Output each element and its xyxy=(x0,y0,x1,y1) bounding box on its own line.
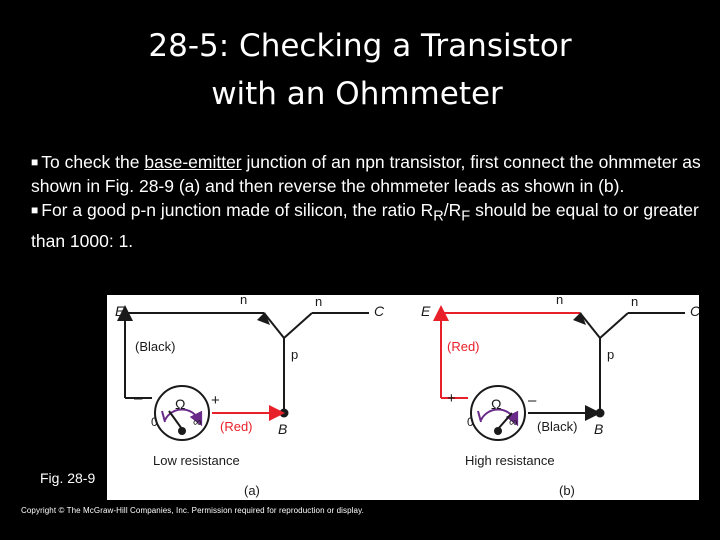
panel-a-infinity-label: ∞ xyxy=(193,415,202,429)
panel-b-zero-label: 0 xyxy=(467,415,474,429)
bullet-2-text-end: should be equal to or greater than 1000: 1. xyxy=(31,200,699,251)
panel-a-emitter-label: E xyxy=(115,303,125,319)
bullet-1-text-end: junction of an npn transistor, first connect the ohmmeter as shown in Fig. 28-9 (a) and then reverse the ohmmeter leads as shown in (b). xyxy=(31,152,701,196)
panel-b-n1-label: n xyxy=(556,292,564,307)
title-line-1: 28-5: Checking a Transistor xyxy=(148,28,572,64)
panel-b-collector-label: C xyxy=(690,303,701,319)
panel-b-emitter-label: E xyxy=(421,303,431,319)
panel-a-p-label: p xyxy=(291,347,299,362)
panel-b-p-label: p xyxy=(607,347,615,362)
bullet-1-underlined-term: base-emitter xyxy=(144,152,242,172)
emitter-leg xyxy=(264,313,284,338)
panel-a-n1-label: n xyxy=(240,292,248,307)
panel-b-sublabel: (b) xyxy=(559,483,575,498)
panel-a-caption: Low resistance xyxy=(153,453,240,468)
panel-a-minus-label: – xyxy=(134,390,143,407)
panel-b-plus-label: + xyxy=(447,390,456,407)
collector-leg xyxy=(284,313,312,338)
title-line-2: with an Ohmmeter xyxy=(211,76,503,112)
bullet-2-subscript-r: R xyxy=(433,208,444,225)
figure-label: Fig. 28-9 xyxy=(40,470,96,486)
bullet-square-icon: ■ xyxy=(31,155,39,169)
bullet-item-1 xyxy=(31,150,716,198)
panel-a-plus-label: + xyxy=(211,392,220,409)
panel-b-red-lead-label: (Red) xyxy=(447,339,480,354)
panel-b-base-label: B xyxy=(594,421,604,437)
bullet-list xyxy=(31,150,716,253)
panel-a-n2-label: n xyxy=(315,294,323,309)
base-terminal-dot xyxy=(280,409,289,418)
bullet-2-subscript-f: F xyxy=(461,208,471,225)
panel-a-collector-label: C xyxy=(374,303,385,319)
panel-b-black-lead-label: (Black) xyxy=(537,419,578,434)
panel-a-sublabel: (a) xyxy=(244,483,260,498)
panel-a-zero-label: 0 xyxy=(151,415,158,429)
bullet-2-text-start: For a good p-n junction made of silicon, the ratio R xyxy=(41,200,434,220)
panel-b-n2-label: n xyxy=(631,294,639,309)
bullet-item-2 xyxy=(31,198,716,253)
slide-title xyxy=(0,22,720,118)
panel-a-base-label: B xyxy=(278,421,288,437)
panel-a-omega-label: Ω xyxy=(175,396,186,412)
panel-b-caption: High resistance xyxy=(465,453,555,468)
bullet-square-icon: ■ xyxy=(31,203,39,217)
panel-a-red-lead-label: (Red) xyxy=(220,419,253,434)
bullet-1-text-start: To check the xyxy=(41,152,145,172)
panel-b-infinity-label: ∞ xyxy=(509,415,518,429)
copyright-notice: Copyright © The McGraw-Hill Companies, Inc. Permission required for reproduction or display. xyxy=(21,506,364,515)
bullet-2-text-mid: /R xyxy=(443,200,462,220)
ohmmeter-figure xyxy=(107,292,701,500)
panel-b-minus-label: – xyxy=(528,392,537,409)
panel-b-omega-label: Ω xyxy=(491,396,502,412)
panel-a-black-lead-label: (Black) xyxy=(135,339,176,354)
